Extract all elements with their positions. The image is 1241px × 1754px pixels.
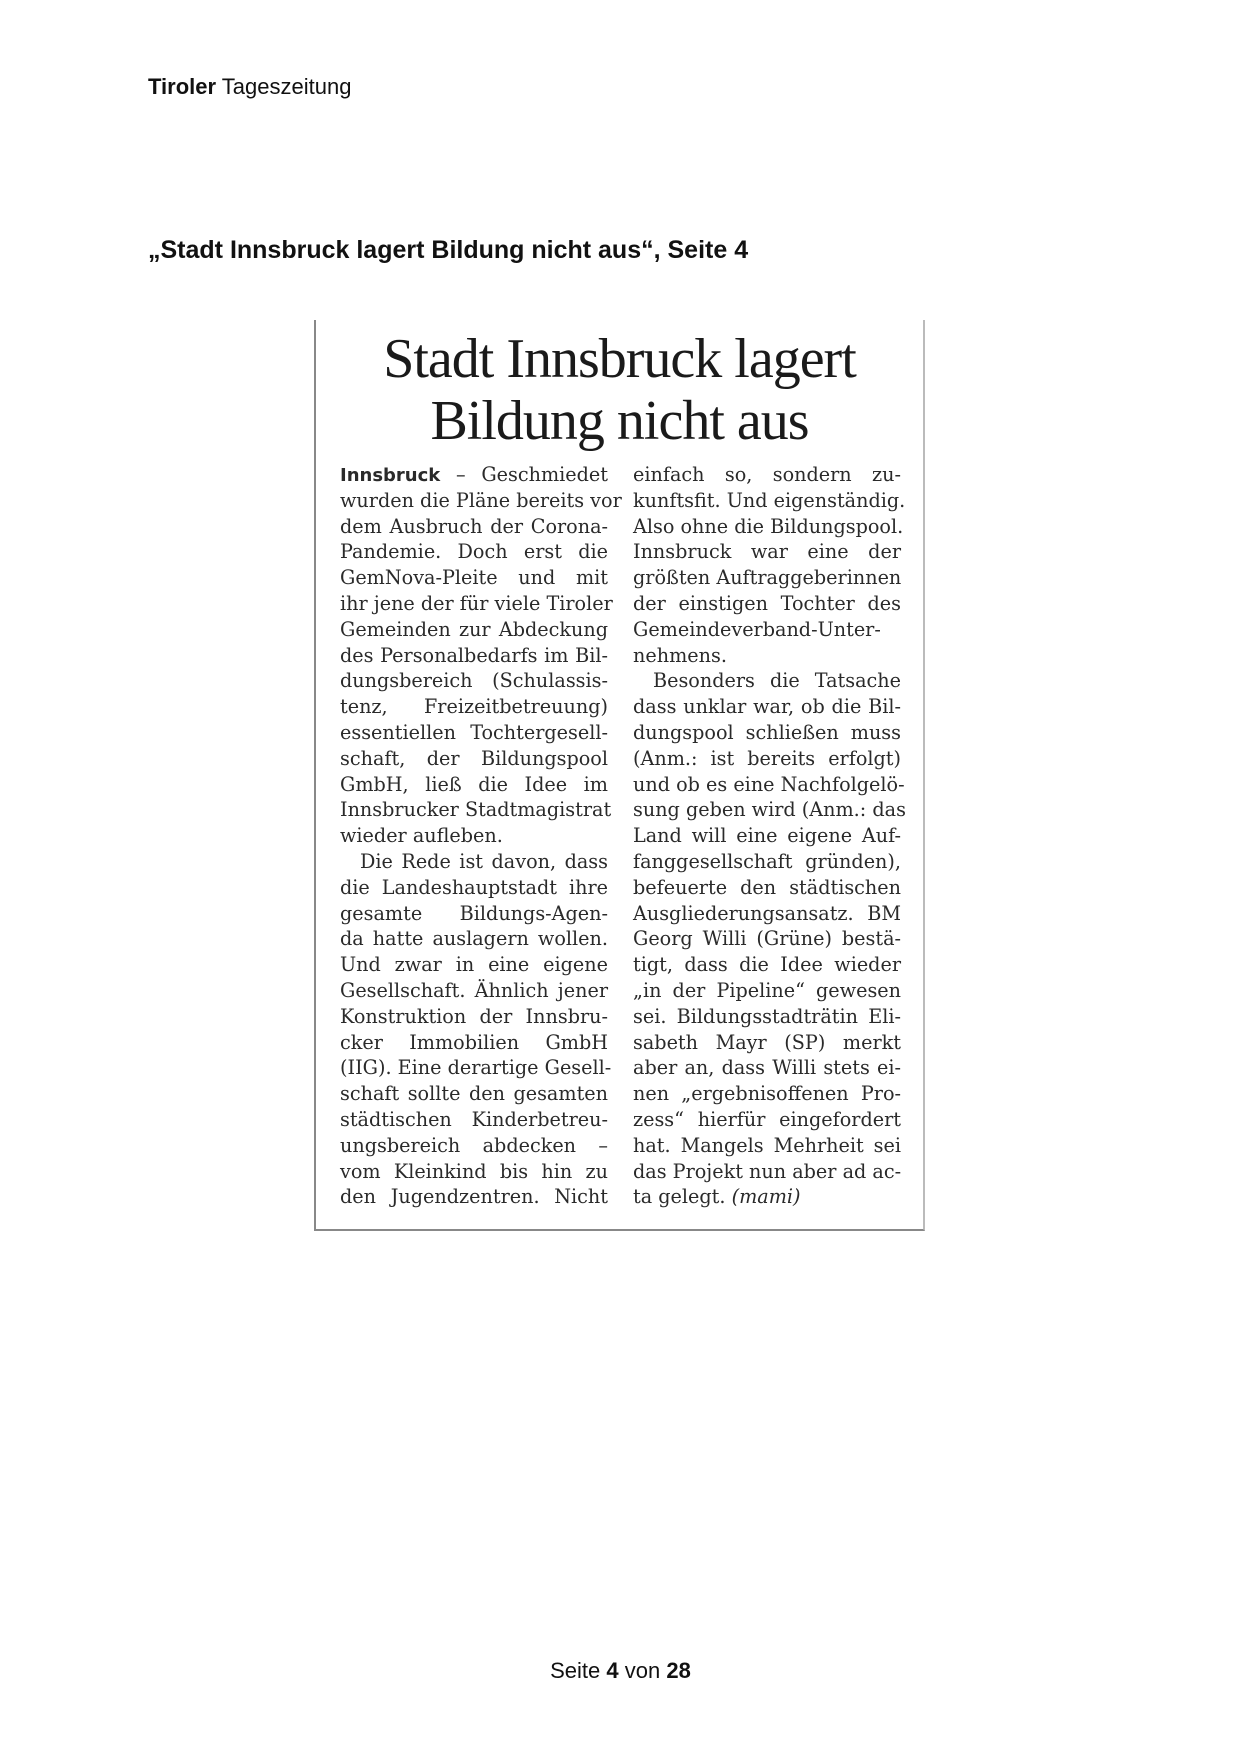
- article-text-line: [340, 901, 608, 927]
- line-text: nen „ergebnisoffenen Pro-: [633, 1082, 901, 1106]
- article-text-line: [340, 1159, 608, 1185]
- line-text: Gemeindeverband-Unter-: [633, 617, 881, 641]
- article-text-line: [340, 617, 608, 643]
- article-text-line: [340, 1055, 612, 1081]
- line-text: Die Rede ist davon, dass: [360, 849, 608, 873]
- article-text-line: [633, 643, 901, 669]
- article-text-line: [633, 823, 901, 849]
- article-text-line: [633, 462, 901, 488]
- line-text: tenz, Freizeitbetreuung): [340, 695, 608, 719]
- article-reference-title: „Stadt Innsbruck lagert Bildung nicht aus“, Seite 4: [148, 236, 749, 264]
- line-text: (IIG). Eine derartige Gesell-: [340, 1056, 612, 1080]
- article-column-right: [633, 462, 906, 1210]
- line-text: Ausgliederungsansatz. BM: [633, 901, 901, 925]
- publication-name-bold: Tiroler: [148, 74, 217, 99]
- newspaper-clipping: [314, 320, 925, 1231]
- article-text-line: [633, 1159, 901, 1185]
- line-text: (Anm.: ist bereits erfolgt): [633, 746, 901, 770]
- line-text: der einstigen Tochter des: [633, 591, 901, 615]
- line-text: die Landeshauptstadt ihre: [340, 875, 608, 899]
- article-text-line: [340, 849, 608, 875]
- article-text-line: [340, 514, 608, 540]
- article-text-line: [633, 926, 901, 952]
- line-text: größten Auftraggeberinnen: [633, 566, 902, 590]
- line-text: wieder aufleben.: [340, 824, 503, 848]
- article-text-line: [340, 978, 608, 1004]
- article-text-line: [633, 875, 901, 901]
- article-text-line: [633, 1004, 901, 1030]
- article-text-line: [340, 797, 612, 823]
- article-text-line: [340, 720, 608, 746]
- article-text-line: [340, 746, 608, 772]
- article-text-line: [340, 926, 608, 952]
- article-text-line: [633, 797, 906, 823]
- article-text-line: [340, 539, 608, 565]
- article-text-line: [340, 694, 608, 720]
- article-text-line: [633, 1184, 901, 1210]
- article-text-line: [340, 1107, 608, 1133]
- line-text: – Geschmiedet: [440, 463, 608, 486]
- line-text: wurden die Pläne bereits vor: [340, 488, 622, 512]
- line-text: schaft sollte den gesamten: [340, 1082, 608, 1106]
- line-text: Gesellschaft. Ähnlich jener: [340, 978, 608, 1002]
- line-text: das Projekt nun aber ad ac-: [633, 1159, 902, 1183]
- article-text-line: [633, 539, 901, 565]
- article-text-line: [633, 1030, 901, 1056]
- line-text: ungsbereich abdecken –: [340, 1133, 608, 1157]
- headline-line-1: Stadt Innsbruck lagert: [383, 328, 856, 390]
- article-text-line: [633, 901, 901, 927]
- line-text: tigt, dass die Idee wieder: [633, 953, 901, 977]
- line-text: nehmens.: [633, 643, 727, 667]
- line-text: GemNova-Pleite und mit: [340, 566, 608, 590]
- publication-name: [148, 74, 351, 100]
- line-text: essentiellen Tochtergesell-: [340, 720, 608, 744]
- article-text-line: [633, 978, 901, 1004]
- article-text-line: [633, 591, 901, 617]
- article-text-line: [633, 488, 906, 514]
- line-text: sabeth Mayr (SP) merkt: [633, 1030, 901, 1054]
- author-byline: (mami): [731, 1185, 801, 1209]
- line-text: hat. Mangels Mehrheit sei: [633, 1133, 901, 1157]
- line-text: sei. Bildungsstadträtin Eli-: [633, 1004, 901, 1028]
- article-text-line: [340, 772, 608, 798]
- article-text-line: [633, 565, 901, 591]
- line-text: ta gelegt.: [633, 1185, 726, 1209]
- line-text: kunftsfit. Und eigenständig.: [633, 488, 906, 512]
- line-text: „in der Pipeline“ gewesen: [633, 978, 901, 1002]
- total-pages: 28: [666, 1658, 691, 1683]
- footer-mid: von: [624, 1658, 661, 1683]
- article-text-line: [633, 617, 901, 643]
- article-text-line: [340, 668, 608, 694]
- article-text-line: [633, 1107, 901, 1133]
- article-text-line: [633, 1133, 901, 1159]
- line-text: den Jugendzentren. Nicht: [340, 1185, 608, 1209]
- article-text-line: [340, 1133, 608, 1159]
- article-text-line: [633, 746, 901, 772]
- article-text-line: [633, 1081, 901, 1107]
- line-text: des Personalbedarfs im Bil-: [340, 643, 608, 667]
- article-text-line: [340, 875, 608, 901]
- article-text-line: [340, 823, 608, 849]
- line-text: Georg Willi (Grüne) bestä-: [633, 927, 901, 951]
- line-text: dass unklar war, ob die Bil-: [633, 695, 901, 719]
- line-text: schaft, der Bildungspool: [340, 746, 608, 770]
- line-text: Also ohne die Bildungspool.: [633, 514, 904, 538]
- current-page: 4: [606, 1658, 619, 1683]
- article-text-line: [340, 565, 608, 591]
- page-footer: [0, 1658, 1241, 1684]
- article-text-line: [633, 952, 901, 978]
- article-text-line: [340, 952, 608, 978]
- article-column-left: [340, 462, 622, 1210]
- headline-line-2: Bildung nicht aus: [430, 390, 809, 452]
- article-text-line: [340, 1030, 608, 1056]
- line-text: dungsbereich (Schulassis-: [340, 669, 608, 693]
- footer-prefix: Seite: [550, 1658, 601, 1683]
- line-text: cker Immobilien GmbH: [340, 1030, 608, 1054]
- article-text-line: [633, 1055, 901, 1081]
- article-text-line: [633, 849, 901, 875]
- article-text-line: [633, 514, 904, 540]
- line-text: Pandemie. Doch erst die: [340, 540, 608, 564]
- line-text: Und zwar in eine eigene: [340, 953, 608, 977]
- article-text-line: [633, 694, 901, 720]
- line-text: ihr jene der für viele Tiroler: [340, 591, 613, 615]
- line-text: Innsbruck war eine der: [633, 540, 901, 564]
- line-text: städtischen Kinderbetreu-: [340, 1107, 608, 1131]
- line-text: dungspool schließen muss: [633, 720, 901, 744]
- line-text: Konstruktion der Innsbru-: [340, 1004, 608, 1028]
- article-text-line: [633, 772, 905, 798]
- article-headline: [316, 328, 923, 452]
- line-text: Besonders die Tatsache: [653, 669, 901, 693]
- article-text-line: [340, 1004, 608, 1030]
- line-text: Gemeinden zur Abdeckung: [340, 617, 608, 641]
- publication-name-rest: Tageszeitung: [221, 74, 352, 99]
- line-text: gesamte Bildungs-Agen-: [340, 901, 608, 925]
- dateline: Innsbruck: [340, 465, 441, 486]
- article-text-line: [340, 488, 622, 514]
- line-text: fanggesellschaft gründen),: [633, 849, 901, 873]
- line-text: aber an, dass Willi stets ei-: [633, 1056, 901, 1080]
- article-text-line: [340, 643, 608, 669]
- line-text: Land will eine eigene Auf-: [633, 824, 901, 848]
- line-text: befeuerte den städtischen: [633, 875, 901, 899]
- line-text: einfach so, sondern zu-: [633, 463, 901, 486]
- article-text-line: [633, 668, 901, 694]
- article-text-line: [340, 462, 608, 488]
- article-text-line: [633, 720, 901, 746]
- line-text: GmbH, ließ die Idee im: [340, 772, 608, 796]
- article-text-line: [340, 591, 613, 617]
- article-text-line: [340, 1081, 608, 1107]
- line-text: vom Kleinkind bis hin zu: [340, 1159, 608, 1183]
- line-text: sung geben wird (Anm.: das: [633, 798, 906, 822]
- line-text: Innsbrucker Stadtmagistrat: [340, 798, 612, 822]
- article-text-line: [340, 1184, 608, 1210]
- line-text: und ob es eine Nachfolgelö-: [633, 772, 905, 796]
- line-text: zess“ hierfür eingefordert: [633, 1107, 901, 1131]
- line-text: da hatte auslagern wollen.: [340, 927, 608, 951]
- line-text: dem Ausbruch der Corona-: [340, 514, 608, 538]
